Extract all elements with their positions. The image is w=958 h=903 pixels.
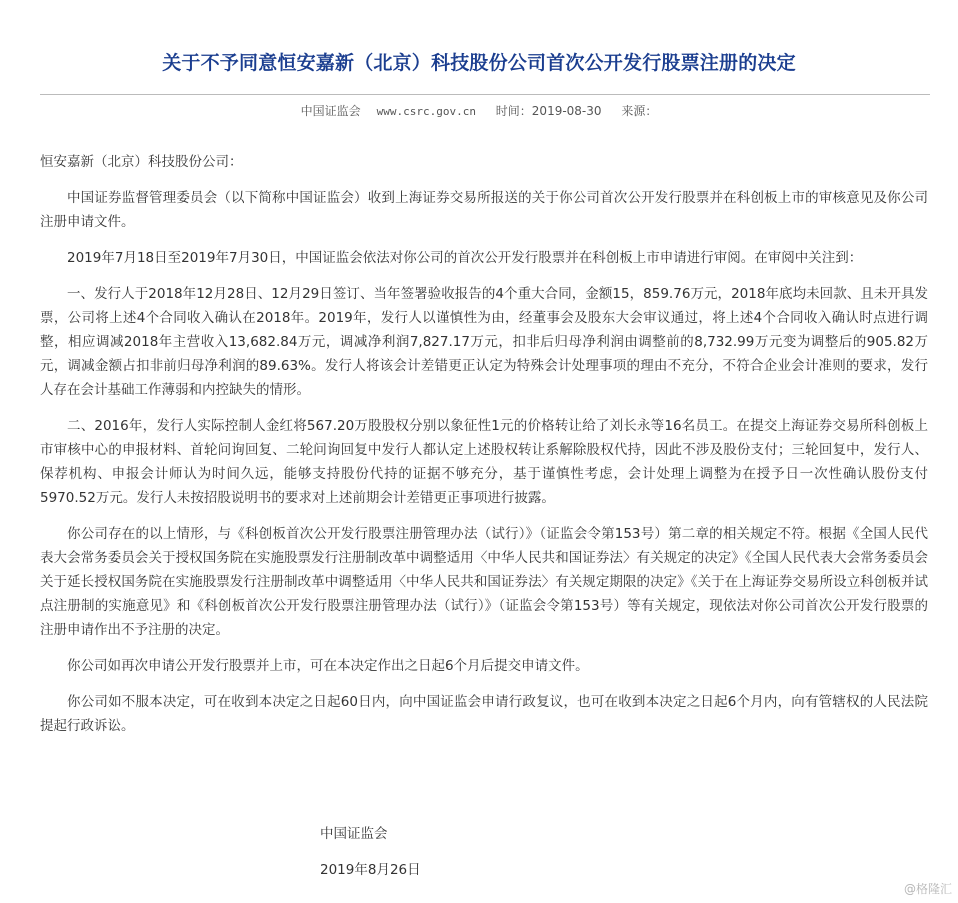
paragraph: 一、发行人于2018年12月28日、12月29日签订、当年签署验收报告的4个重大合同，金额15，859.76万元，2018年底均未回款、且未开具发票，公司将上述4个合同收入确认在2018年。2019年，发行人以谨慎性为由，经董事会及股东大会审议通过，将上述4个合同收入确认时点进行调整，相应调减2018年主营收入13,682.84万元，调减净利润7,827.17万元，扣非后归母净利润由调整前的8,732.99万元变为调整后的905.82万元，调减金额占扣非前归母净利润的89.63%。发行人将该会计差错更正认定为特殊会计处理事项的理由不充分，不符合企业会计准则的要求，发行人存在会计基础工作薄弱和内控缺失的情形。 <box>40 286 928 398</box>
meta-site: www.csrc.gov.cn <box>376 105 476 118</box>
signature-org: 中国证监会 <box>320 826 388 842</box>
meta-source: 中国证监会 <box>300 104 361 118</box>
paragraph: 你公司存在的以上情形，与《科创板首次公开发行股票注册管理办法（试行）》（证监会令第153号）第二章的相关规定不符。根据《全国人民代表大会常务委员会关于授权国务院在实施股票发行注册制改革中调整适用〈中华人民共和国证券法〉有关规定的决定》《全国人民代表大会常务委员会关于延长授权国务院在实施股票发行注册制改革中调整适用〈中华人民共和国证券法〉有关规定期限的决定》《关于在上海证券交易所设立科创板并试点注册制的实施意见》和《科创板首次公开发行股票注册管理办法（试行）》（证监会令第153号）等有关规定，现依法对你公司首次公开发行股票的注册申请作出不予注册的决定。 <box>40 526 928 638</box>
signature-date: 2019年8月26日 <box>320 862 421 878</box>
title-divider <box>40 94 930 95</box>
document-title: 关于不予同意恒安嘉新（北京）科技股份公司首次公开发行股票注册的决定 <box>162 52 796 74</box>
paragraph: 你公司如再次申请公开发行股票并上市，可在本决定作出之日起6个月后提交申请文件。 <box>67 658 589 674</box>
paragraph: 你公司如不服本决定，可在收到本决定之日起60日内，向中国证监会申请行政复议，也可在收到本决定之日起6个月内，向有管辖权的人民法院提起行政诉讼。 <box>40 694 928 734</box>
meta-origin: 来源： <box>621 104 658 118</box>
paragraph: 2019年7月18日至2019年7月30日，中国证监会依法对你公司的首次公开发行股票并在科创板上市申请进行审阅。在审阅中关注到： <box>67 250 863 266</box>
article-body <box>40 150 928 750</box>
document-meta <box>0 102 958 119</box>
salutation: 恒安嘉新（北京）科技股份公司： <box>40 154 243 170</box>
paragraph: 中国证券监督管理委员会（以下简称中国证监会）收到上海证券交易所报送的关于你公司首次公开发行股票并在科创板上市的审核意见及你公司注册申请文件。 <box>40 190 928 230</box>
meta-time: 时间：2019-08-30 <box>495 104 602 118</box>
paragraph: 二、2016年，发行人实际控制人金红将567.20万股股权分别以象征性1元的价格转让给了刘长永等16名员工。在提交上海证券交易所科创板上市审核中心的申报材料、首轮问询回复、二轮问询回复中发行人都认定上述股权转让系解除股权代持，因此不涉及股份支付；三轮回复中，发行人、保荐机构、申报会计师认为时间久远，能够支持股份代持的证据不够充分，基于谨慎性考虑，会计处理上调整为在授予日一次性确认股份支付5970.52万元。发行人未按招股说明书的要求对上述前期会计差错更正事项进行披露。 <box>40 418 928 506</box>
watermark: @格隆汇 <box>903 882 952 896</box>
